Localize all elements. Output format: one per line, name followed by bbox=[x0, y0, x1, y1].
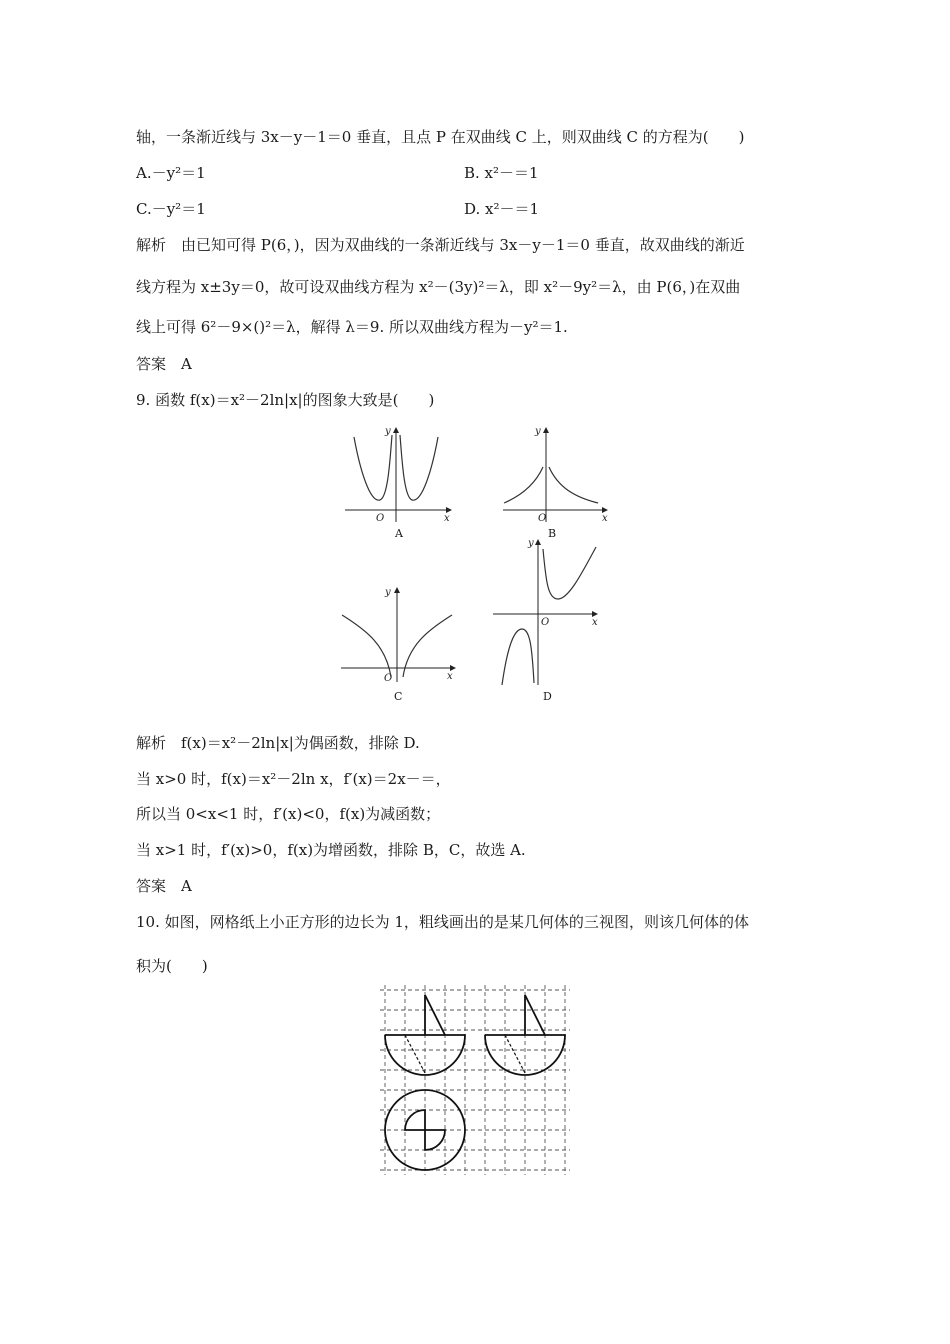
graph-b-y-label: y bbox=[535, 426, 541, 437]
q10-stem-line-2: 积为( ) bbox=[136, 957, 208, 975]
graph-c bbox=[336, 585, 461, 685]
graph-d-x-label: x bbox=[592, 617, 598, 628]
graph-c-label: C bbox=[394, 690, 403, 703]
graph-b-origin: O bbox=[538, 513, 547, 524]
q9-solution-line-3: 所以当 0<x<1 时，f′(x)<0，f(x)为减函数； bbox=[136, 805, 441, 823]
graph-b bbox=[498, 425, 613, 525]
graph-d-y-label: y bbox=[528, 538, 534, 549]
graph-a-label: A bbox=[395, 527, 403, 540]
graph-a-origin: O bbox=[376, 513, 385, 524]
q9-stem: 9. 函数 f(x)＝x²－2ln|x|的图象大致是( ) bbox=[136, 391, 435, 409]
graph-d bbox=[488, 537, 608, 687]
graph-a bbox=[340, 425, 455, 525]
q8-solution-line-3: 线上可得 6²－9×()²＝λ，解得 λ＝9. 所以双曲线方程为－y²＝1. bbox=[136, 318, 568, 336]
q8-option-a: A.－y²＝1 bbox=[136, 164, 206, 182]
q9-solution-line-4: 当 x>1 时，f′(x)>0，f(x)为增函数，排除 B，C，故选 A. bbox=[136, 841, 526, 859]
grid-lines bbox=[380, 985, 570, 1175]
q9-solution-line-1: 解析 f(x)＝x²－2ln|x|为偶函数，排除 D. bbox=[136, 734, 420, 752]
q8-option-b: B. x²－＝1 bbox=[464, 164, 539, 182]
graph-c-origin: O bbox=[384, 673, 393, 684]
graph-b-label: B bbox=[548, 527, 557, 540]
graph-b-x-label: x bbox=[602, 513, 608, 524]
q10-stem-line-1: 10. 如图，网格纸上小正方形的边长为 1，粗线画出的是某几何体的三视图，则该几何体的体 bbox=[136, 913, 749, 931]
graph-c-x-label: x bbox=[447, 671, 453, 682]
q8-option-d: D. x²－＝1 bbox=[464, 200, 540, 218]
front-view-hidden-edge bbox=[405, 1035, 425, 1073]
graph-a-x-label: x bbox=[444, 513, 450, 524]
q8-solution-line-1: 解析 由已知可得 P(6，)，因为双曲线的一条渐近线与 3x－y－1＝0 垂直，故双曲线的渐近 bbox=[136, 236, 745, 254]
q8-option-c: C.－y²＝1 bbox=[136, 200, 206, 218]
q8-stem: 轴，一条渐近线与 3x－y－1＝0 垂直，且点 P 在双曲线 C 上，则双曲线 C 的方程为( ) bbox=[136, 128, 745, 146]
q8-answer: 答案 A bbox=[136, 355, 192, 373]
q9-solution-line-2: 当 x>0 时，f(x)＝x²－2ln x，f′(x)＝2x－＝， bbox=[136, 770, 451, 788]
graph-a-y-label: y bbox=[385, 426, 391, 437]
side-view-hidden-edge bbox=[505, 1035, 525, 1073]
q9-answer: 答案 A bbox=[136, 877, 192, 895]
three-view-drawing bbox=[375, 985, 575, 1180]
graph-d-label: D bbox=[543, 690, 552, 703]
q8-solution-line-2: 线方程为 x±3y＝0，故可设双曲线方程为 x²－(3y)²＝λ，即 x²－9y²＝λ，由 P(6，)在双曲 bbox=[136, 278, 741, 296]
graph-c-y-label: y bbox=[385, 587, 391, 598]
graph-d-origin: O bbox=[541, 617, 550, 628]
